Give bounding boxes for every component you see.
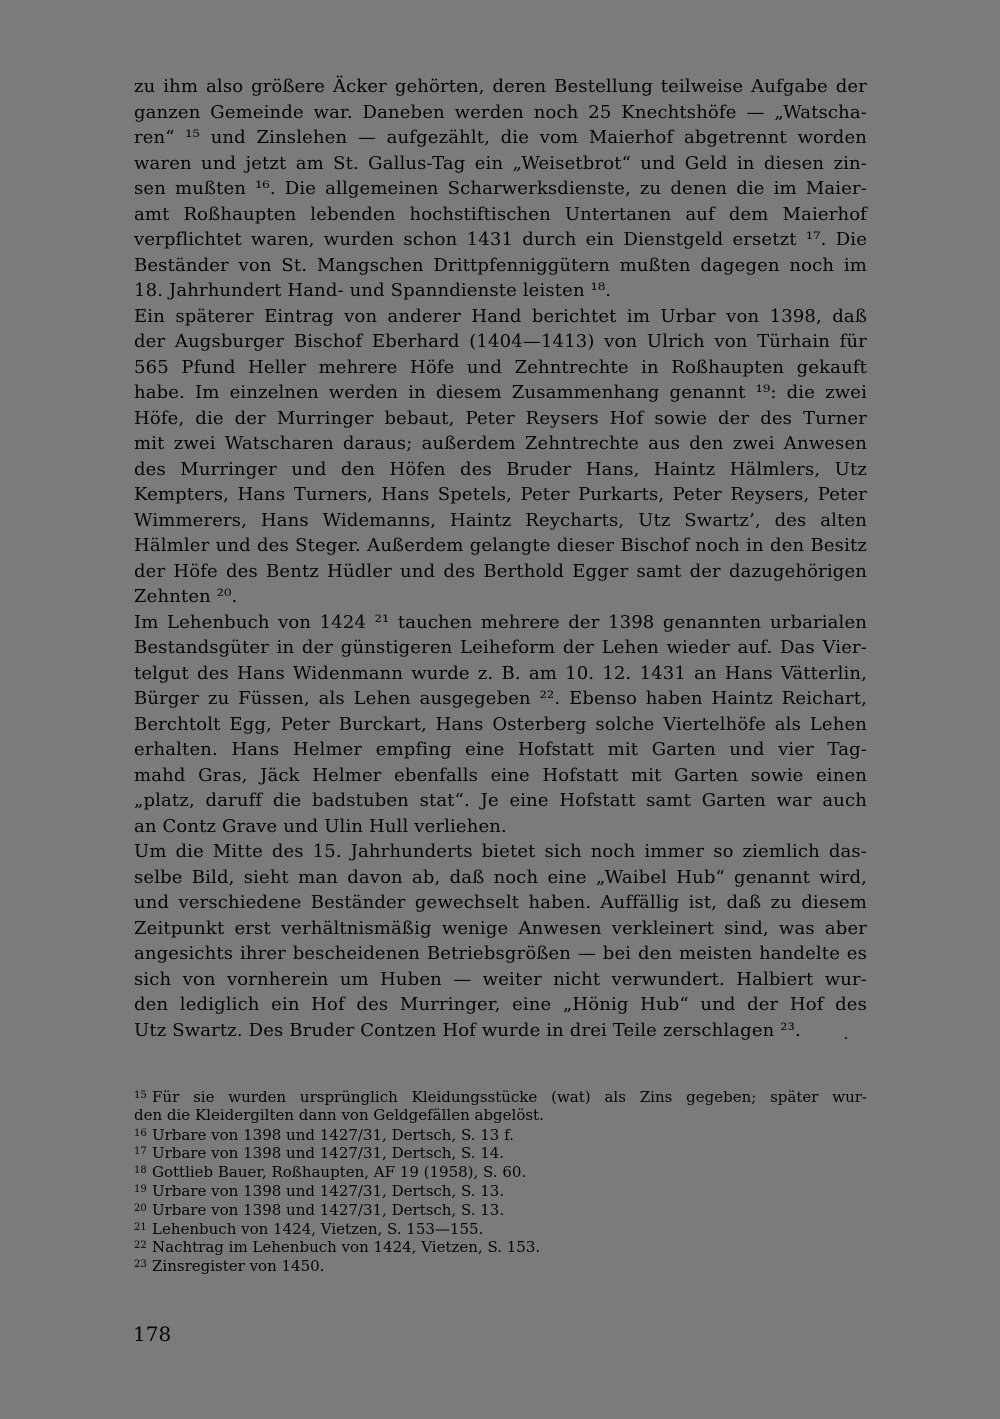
body-line: Beständer von St. Mangschen Drittpfenniggütern mußten dagegen noch im <box>134 254 867 276</box>
footnote-marker: 20 <box>134 1202 147 1214</box>
body-line: Zeitpunkt erst verhältnismäßig wenige Anwesen verkleinert sind, was aber <box>134 917 867 939</box>
body-line: angesichts ihrer bescheidenen Betriebsgrößen — bei den meisten handelte es <box>134 943 867 964</box>
footnotes <box>134 1087 867 1275</box>
body-line: ren“ ¹⁵ und Zinslehen — aufgezählt, die vom Maierhof abgetrennt worden <box>134 127 867 148</box>
footnote-23 <box>134 1256 867 1275</box>
footnote-18 <box>134 1162 867 1181</box>
body-line: Berchtolt Egg, Peter Burckart, Hans Osterberg solche Viertelhöfe als Lehen <box>134 713 867 735</box>
body-line: selbe Bild, sieht man davon ab, daß noch eine „Waibel Hub“ genannt wird, <box>134 866 867 888</box>
footnote-marker: 22 <box>134 1240 147 1252</box>
footnote-marker: 21 <box>134 1221 147 1233</box>
footnote-16 <box>134 1125 867 1144</box>
footnote-22 <box>134 1237 867 1256</box>
footnote-text: Nachtrag im Lehenbuch von 1424, Vietzen, S. 153. <box>152 1238 541 1257</box>
footnote-marker: 16 <box>134 1127 147 1139</box>
body-line: ganzen Gemeinde war. Daneben werden noch 25 Knechtshöfe — „Watscha- <box>134 101 867 123</box>
body-line: 565 Pfund Heller mehrere Höfe und Zehntrechte in Roßhaupten gekauft <box>134 356 867 378</box>
body-line: und verschiedene Beständer gewechselt haben. Auffällig ist, daß zu diesem <box>134 892 867 913</box>
body-line: der Höfe des Bentz Hüdler und des Berthold Egger samt der dazugehörigen <box>134 560 867 582</box>
footnote-marker: 15 <box>134 1090 147 1101</box>
stray-dot <box>845 1037 847 1039</box>
body-line: Bestandsgüter in der günstigeren Leiheform der Lehen wieder auf. Das Vier- <box>134 637 867 658</box>
body-line: Um die Mitte des 15. Jahrhunderts bietet sich noch immer so ziemlich das- <box>134 841 867 862</box>
body-line: Utz Swartz. Des Bruder Contzen Hof wurde in drei Teile zerschlagen ²³. <box>134 1019 801 1041</box>
body-line: zu ihm also größere Äcker gehörten, deren Bestellung teilweise Aufgabe der <box>134 76 867 97</box>
body-line: habe. Im einzelnen werden in diesem Zusammenhang genannt ¹⁹: die zwei <box>134 382 867 403</box>
footnote-15-continued <box>134 1106 867 1125</box>
body-line: erhalten. Hans Helmer empfing eine Hofstatt mit Garten und vier Tag- <box>134 739 867 760</box>
body-line: Zehnten ²⁰. <box>134 586 238 607</box>
footnote-text: Urbare von 1398 und 1427/31, Dertsch, S. 13. <box>152 1181 505 1200</box>
footnote-text: Lehenbuch von 1424, Vietzen, S. 153—155. <box>152 1219 484 1238</box>
footnote-marker: 18 <box>134 1165 147 1177</box>
body-line: des Murringer und den Höfen des Bruder Hans, Haintz Hälmlers, Utz <box>134 458 867 480</box>
footnote-text: Zinsregister von 1450. <box>152 1257 325 1276</box>
body-line: Ein späterer Eintrag von anderer Hand berichtet im Urbar von 1398, daß <box>134 305 867 327</box>
footnote-19 <box>134 1181 867 1200</box>
body-line: Bürger zu Füssen, als Lehen ausgegeben ²². Ebenso haben Haintz Reichart, <box>134 688 867 709</box>
body-line: Kempters, Hans Turners, Hans Spetels, Peter Purkarts, Peter Reysers, Peter <box>134 484 867 505</box>
body-line: telgut des Hans Widenmann wurde z. B. am 10. 12. 1431 an Hans Vätterlin, <box>134 662 867 684</box>
body-line: mit zwei Watscharen daraus; außerdem Zehntrechte aus den zwei Anwesen <box>134 433 867 454</box>
footnote-marker: 23 <box>134 1259 147 1271</box>
page-number: 178 <box>133 1322 172 1346</box>
footnote-text: den die Kleidergilten dann von Geldgefällen abgelöst. <box>134 1105 544 1124</box>
body-line: an Contz Grave und Ulin Hull verliehen. <box>134 815 507 837</box>
footnote-15 <box>134 1087 867 1106</box>
body-line: mahd Gras, Jäck Helmer ebenfalls eine Hofstatt mit Garten sowie einen <box>134 764 867 786</box>
body-line: Im Lehenbuch von 1424 ²¹ tauchen mehrere der 1398 genannten urbarialen <box>134 611 867 633</box>
body-line: Hälmler und des Steger. Außerdem gelangte dieser Bischof noch in den Besitz <box>134 535 867 556</box>
footnote-21 <box>134 1219 867 1238</box>
footnote-marker: 19 <box>134 1183 147 1195</box>
footnote-text: Urbare von 1398 und 1427/31, Dertsch, S. 13 f. <box>152 1125 514 1144</box>
footnote-17 <box>134 1143 867 1162</box>
body-line: Wimmerers, Hans Widemanns, Haintz Reycharts, Utz Swartz’, des alten <box>134 509 867 531</box>
footnote-text: Urbare von 1398 und 1427/31, Dertsch, S. 13. <box>152 1200 505 1219</box>
footnote-text: Für sie wurden ursprünglich Kleidungsstücke (wat) als Zins gegeben; später wur- <box>152 1088 867 1106</box>
body-line: Höfe, die der Murringer bebaut, Peter Reysers Hof sowie der des Turner <box>134 407 867 429</box>
body-line: sen mußten ¹⁶. Die allgemeinen Scharwerksdienste, zu denen die im Maier- <box>134 178 867 199</box>
footnote-marker: 17 <box>134 1146 147 1158</box>
body-line: verpflichtet waren, wurden schon 1431 durch ein Dienstgeld ersetzt ¹⁷. Die <box>134 229 867 250</box>
footnote-text: Urbare von 1398 und 1427/31, Dertsch, S. 14. <box>152 1144 505 1163</box>
footnote-text: Gottlieb Bauer, Roßhaupten, AF 19 (1958), S. 60. <box>152 1163 527 1182</box>
body-line: waren und jetzt am St. Gallus-Tag ein „Weisetbrot“ und Geld in diesen zin- <box>134 152 867 174</box>
body-line: amt Roßhaupten lebenden hochstiftischen Untertanen auf dem Maierhof <box>134 203 867 225</box>
body-text <box>134 74 867 1043</box>
footnote-20 <box>134 1200 867 1219</box>
body-line: 18. Jahrhundert Hand- und Spanndienste leisten ¹⁸. <box>134 280 612 301</box>
body-line: der Augsburger Bischof Eberhard (1404—1413) von Ulrich von Türhain für <box>134 331 867 352</box>
body-line: sich von vornherein um Huben — weiter nicht verwundert. Halbiert wur- <box>134 968 867 990</box>
body-line: den lediglich ein Hof des Murringer, eine „Hönig Hub“ und der Hof des <box>134 994 867 1015</box>
body-line: „platz, daruff die badstuben stat“. Je eine Hofstatt samt Garten war auch <box>134 790 867 811</box>
